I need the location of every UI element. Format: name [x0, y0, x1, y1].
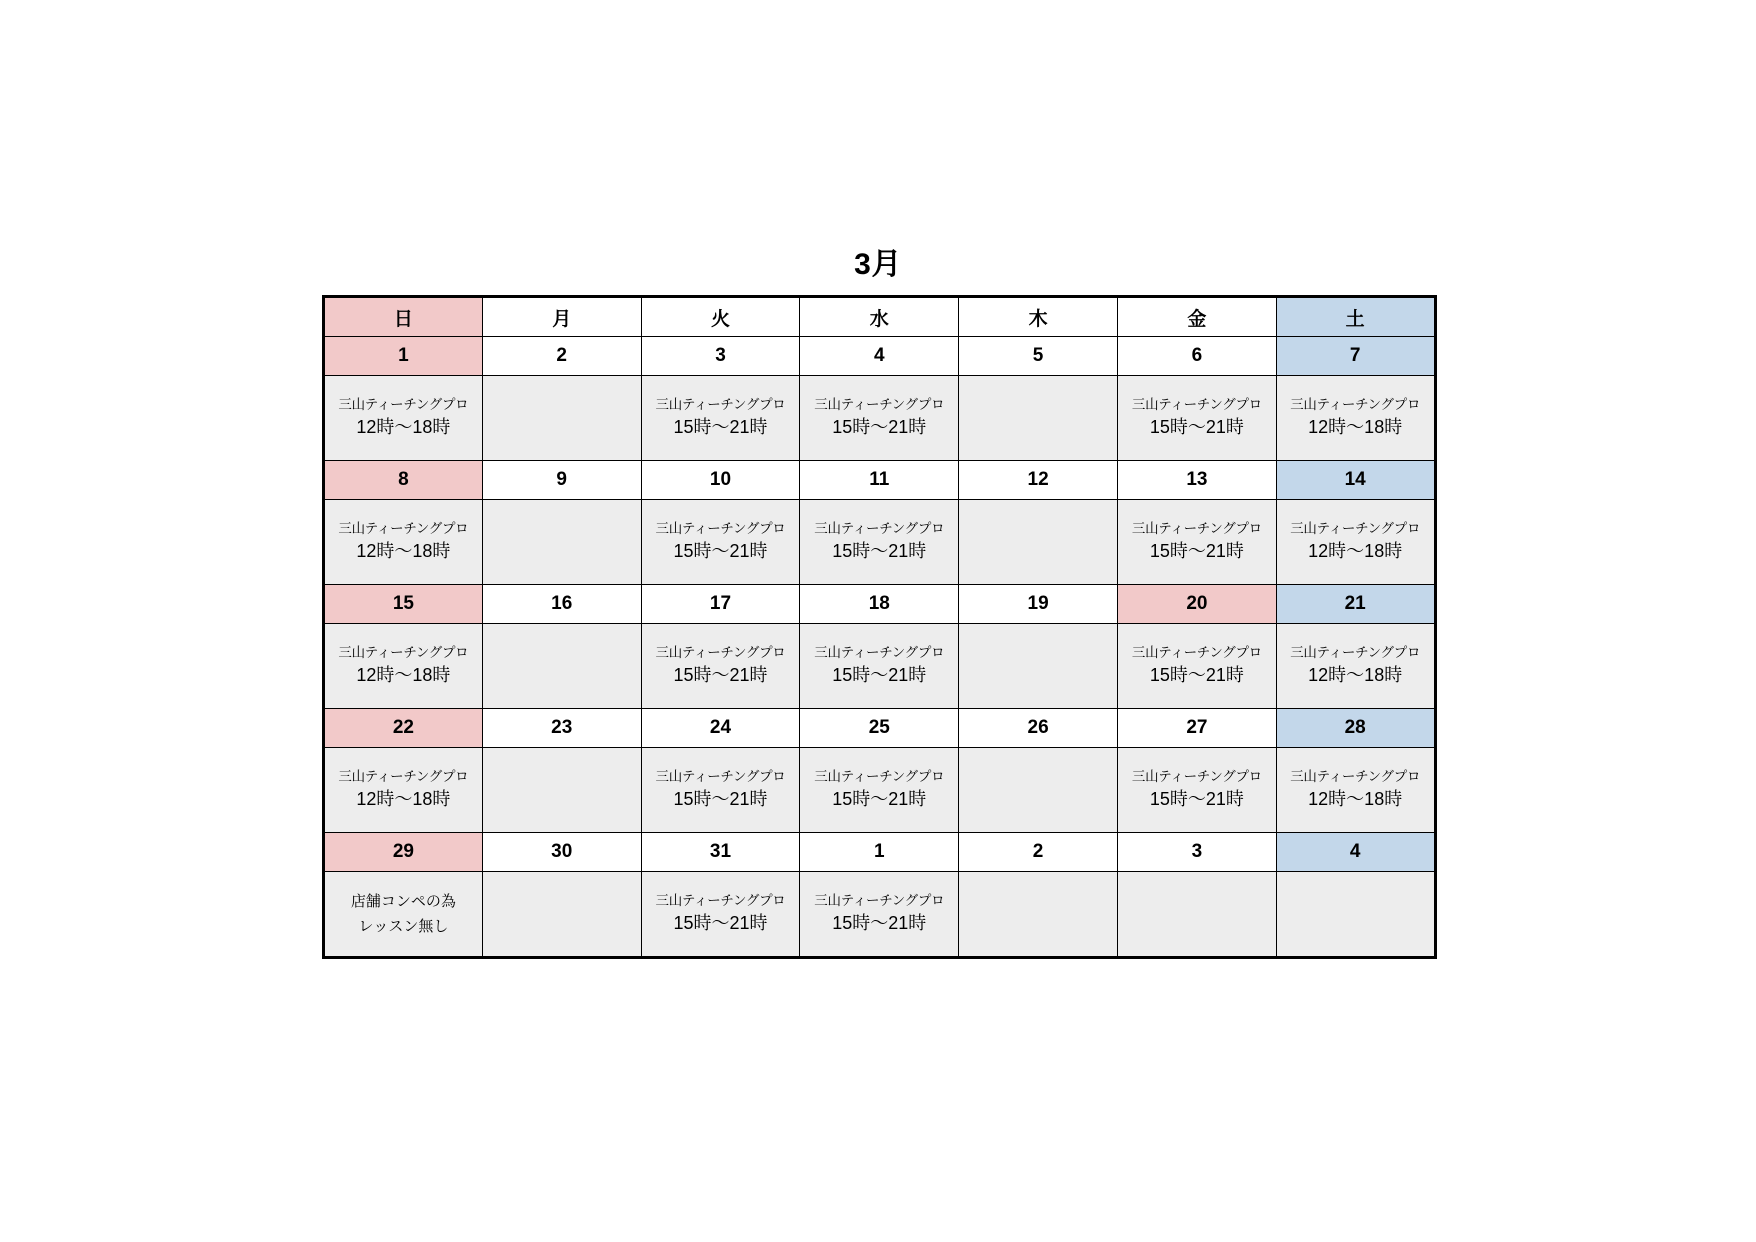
event-time: 15時〜21時	[673, 788, 768, 809]
event-cell[interactable]	[482, 500, 641, 585]
event-cell[interactable]	[324, 872, 483, 958]
event-cell[interactable]	[959, 872, 1118, 958]
date-cell[interactable]: 14	[1276, 461, 1435, 500]
event-note-line1: 店舗コンペの為	[350, 892, 456, 910]
event-row	[324, 872, 1436, 958]
date-cell[interactable]: 13	[1117, 461, 1276, 500]
event-row	[324, 748, 1436, 833]
event-name: 三山ティーチングプロ	[338, 645, 469, 661]
date-cell[interactable]: 12	[959, 461, 1118, 500]
event-cell[interactable]	[959, 624, 1118, 709]
date-cell[interactable]: 1	[800, 833, 959, 872]
date-cell[interactable]: 4	[800, 337, 959, 376]
event-name: 三山ティーチングプロ	[814, 397, 945, 413]
event-cell[interactable]	[959, 748, 1118, 833]
date-cell[interactable]: 2	[482, 337, 641, 376]
event-time: 15時〜21時	[832, 788, 927, 809]
event-name: 三山ティーチングプロ	[1290, 769, 1421, 785]
event-cell[interactable]	[324, 500, 483, 585]
event-time: 15時〜21時	[1149, 540, 1244, 561]
event-cell[interactable]	[641, 872, 800, 958]
event-name: 三山ティーチングプロ	[655, 397, 786, 413]
date-cell[interactable]: 3	[1117, 833, 1276, 872]
date-cell[interactable]: 1	[324, 337, 483, 376]
event-cell[interactable]	[959, 376, 1118, 461]
weekday-header-tuesday: 火	[641, 297, 800, 337]
event-cell[interactable]	[1276, 376, 1435, 461]
event-time: 15時〜21時	[832, 664, 927, 685]
event-time: 12時〜18時	[356, 540, 451, 561]
date-cell[interactable]: 25	[800, 709, 959, 748]
event-name: 三山ティーチングプロ	[1131, 521, 1262, 537]
event-cell[interactable]	[1117, 500, 1276, 585]
date-cell[interactable]: 29	[324, 833, 483, 872]
date-row	[324, 461, 1436, 500]
date-cell[interactable]: 15	[324, 585, 483, 624]
date-cell[interactable]: 30	[482, 833, 641, 872]
event-row	[324, 376, 1436, 461]
event-cell[interactable]	[1276, 748, 1435, 833]
event-name: 三山ティーチングプロ	[1131, 397, 1262, 413]
date-cell[interactable]: 31	[641, 833, 800, 872]
event-time: 12時〜18時	[1308, 788, 1403, 809]
event-time: 15時〜21時	[1149, 788, 1244, 809]
event-name: 三山ティーチングプロ	[1290, 521, 1421, 537]
event-time: 15時〜21時	[1149, 416, 1244, 437]
event-time: 15時〜21時	[1149, 664, 1244, 685]
event-name: 三山ティーチングプロ	[338, 521, 469, 537]
event-cell[interactable]	[641, 624, 800, 709]
date-cell[interactable]: 7	[1276, 337, 1435, 376]
event-row	[324, 500, 1436, 585]
date-cell[interactable]: 27	[1117, 709, 1276, 748]
event-cell[interactable]	[959, 500, 1118, 585]
event-cell[interactable]	[482, 376, 641, 461]
date-cell[interactable]: 24	[641, 709, 800, 748]
event-name: 三山ティーチングプロ	[338, 769, 469, 785]
weekday-header-friday: 金	[1117, 297, 1276, 337]
event-name: 三山ティーチングプロ	[655, 521, 786, 537]
date-cell[interactable]: 20	[1117, 585, 1276, 624]
date-cell[interactable]: 22	[324, 709, 483, 748]
date-row	[324, 337, 1436, 376]
event-name: 三山ティーチングプロ	[1131, 645, 1262, 661]
event-time: 12時〜18時	[356, 416, 451, 437]
weekday-header-thursday: 木	[959, 297, 1118, 337]
date-cell[interactable]: 10	[641, 461, 800, 500]
date-cell[interactable]: 28	[1276, 709, 1435, 748]
event-cell[interactable]	[800, 872, 959, 958]
event-note-line2: レッスン無し	[358, 918, 449, 935]
event-row	[324, 624, 1436, 709]
event-cell[interactable]	[800, 748, 959, 833]
event-cell[interactable]	[1117, 624, 1276, 709]
event-time: 12時〜18時	[1308, 540, 1403, 561]
event-cell[interactable]	[800, 624, 959, 709]
event-time: 15時〜21時	[673, 664, 768, 685]
date-cell[interactable]: 2	[959, 833, 1118, 872]
page-title: 3月	[854, 248, 902, 281]
date-cell[interactable]: 17	[641, 585, 800, 624]
event-name: 三山ティーチングプロ	[1290, 645, 1421, 661]
date-row	[324, 833, 1436, 872]
date-cell[interactable]: 3	[641, 337, 800, 376]
event-name: 三山ティーチングプロ	[338, 397, 469, 413]
event-time: 15時〜21時	[832, 416, 927, 437]
event-cell[interactable]	[800, 376, 959, 461]
event-cell[interactable]	[482, 624, 641, 709]
event-cell[interactable]	[800, 500, 959, 585]
date-cell[interactable]: 8	[324, 461, 483, 500]
event-time: 15時〜21時	[673, 416, 768, 437]
weekday-header-saturday: 土	[1276, 297, 1435, 337]
date-cell[interactable]: 4	[1276, 833, 1435, 872]
event-cell[interactable]	[324, 624, 483, 709]
date-cell[interactable]: 6	[1117, 337, 1276, 376]
date-cell[interactable]: 5	[959, 337, 1118, 376]
event-time: 12時〜18時	[1308, 664, 1403, 685]
date-cell[interactable]: 16	[482, 585, 641, 624]
date-cell[interactable]: 19	[959, 585, 1118, 624]
date-cell[interactable]: 23	[482, 709, 641, 748]
weekday-header-row	[324, 297, 1436, 337]
event-name: 三山ティーチングプロ	[1131, 769, 1262, 785]
weekday-header-sunday: 日	[324, 297, 483, 337]
event-name: 三山ティーチングプロ	[655, 645, 786, 661]
weekday-header-monday: 月	[482, 297, 641, 337]
event-name: 三山ティーチングプロ	[814, 521, 945, 537]
date-cell[interactable]: 21	[1276, 585, 1435, 624]
calendar-container	[322, 248, 1434, 959]
weekday-header-wednesday: 水	[800, 297, 959, 337]
event-name: 三山ティーチングプロ	[655, 769, 786, 785]
event-cell[interactable]	[641, 748, 800, 833]
event-time: 15時〜21時	[673, 912, 768, 933]
event-name: 三山ティーチングプロ	[655, 893, 786, 909]
date-row	[324, 709, 1436, 748]
event-time: 15時〜21時	[832, 912, 927, 933]
event-time: 12時〜18時	[1308, 416, 1403, 437]
event-cell[interactable]	[324, 748, 483, 833]
event-time: 12時〜18時	[356, 664, 451, 685]
event-cell[interactable]	[324, 376, 483, 461]
event-name: 三山ティーチングプロ	[814, 893, 945, 909]
event-time: 15時〜21時	[673, 540, 768, 561]
event-time: 15時〜21時	[832, 540, 927, 561]
event-cell[interactable]	[1276, 624, 1435, 709]
event-cell[interactable]	[1276, 500, 1435, 585]
calendar-table	[322, 295, 1437, 959]
event-name: 三山ティーチングプロ	[814, 769, 945, 785]
event-cell[interactable]	[1117, 872, 1276, 958]
event-cell[interactable]	[1117, 748, 1276, 833]
event-cell[interactable]	[482, 872, 641, 958]
event-cell[interactable]	[1117, 376, 1276, 461]
date-cell[interactable]: 18	[800, 585, 959, 624]
event-cell[interactable]	[641, 376, 800, 461]
event-cell[interactable]	[641, 500, 800, 585]
date-row	[324, 585, 1436, 624]
event-time: 12時〜18時	[356, 788, 451, 809]
event-name: 三山ティーチングプロ	[1290, 397, 1421, 413]
event-name: 三山ティーチングプロ	[814, 645, 945, 661]
date-cell[interactable]: 26	[959, 709, 1118, 748]
event-cell[interactable]	[482, 748, 641, 833]
date-cell[interactable]: 11	[800, 461, 959, 500]
event-cell[interactable]	[1276, 872, 1435, 958]
date-cell[interactable]: 9	[482, 461, 641, 500]
